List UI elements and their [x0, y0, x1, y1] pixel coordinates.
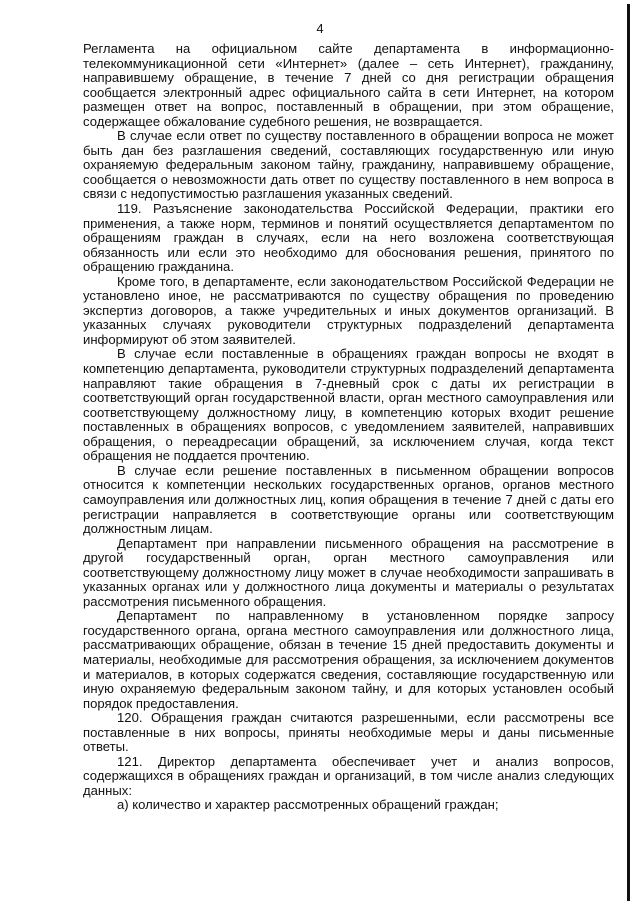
page-edge [627, 4, 630, 901]
paragraph-119: 119. Разъяснение законодательства Российской Федерации, практики его применения, а также норм, терминов и понятий осуществляется департаментом по обращениям граждан в случаях, если на него возложена соответствующая обязанность или если это необходимо для обоснования решения, принятого по обращению гражданина. [83, 201, 614, 275]
paragraph-continuation: Регламента на официальном сайте департамента в информационно-телекоммуникационной сети «Интернет» (далее – сеть Интернет), гражданину, направившему обращение, в течение 7 дней со дня регистрации обращения сообщается электронный адрес официального сайта в сети Интернет, на котором размещен ответ на вопрос, поставленный в обращении, при этом обращение, содержащее обжалование судебного решения, не возвращается. [83, 41, 614, 129]
paragraph-multiple-bodies: В случае если решение поставленных в письменном обращении вопросов относится к компетенции нескольких государственных органов, органов местного самоуправления или должностных лиц, копия обращения в течение 7 дней с даты его регистрации направляется в соответствующие органы или соответствующим должностным лицам. [83, 462, 614, 537]
paragraph-expertise: Кроме того, в департаменте, если законодательством Российской Федерации не установлено иное, не рассматриваются по существу обращения по проведению экспертиз договоров, а также учредительных и иных документов организаций. В указанных случаях руководители структурных подразделений департамента информируют об этом заявителей. [83, 273, 614, 347]
paragraph-request-documents: Департамент при направлении письменного обращения на рассмотрение в другой государственный орган, орган местного самоуправления или соответствующему должностному лицу может в случае необходимости запрашивать в указанных органах или у должностного лица документы и материалы о результатах рассмотрения письменного обращения. [83, 535, 614, 609]
document-body [83, 42, 614, 813]
paragraph-secret-info: В случае если ответ по существу поставленного в обращении вопроса не может быть дан без разглашения сведений, составляющих государственную или иную охраняемую федеральным законом тайну, гражданину, направившему обращение, сообщается о невозможности дать ответ по существу поставленного в нем вопроса в связи с недопустимостью разглашения указанных сведений. [83, 128, 614, 202]
paragraph-competence: В случае если поставленные в обращениях граждан вопросы не входят в компетенцию департамента, руководители структурных подразделений департамента направляют такие обращения в 7-дневный срок с даты их регистрации в соответствующий орган государственной власти, орган местного самоуправления или соответствующему должностному лицу, в компетенцию которых входит решение поставленных в обращениях вопросов, с уведомлением заявителей, направивших обращения, о переадресации обращений, за исключением случая, когда текст обращения не поддается прочтению. [83, 346, 614, 464]
paragraph-120: 120. Обращения граждан считаются разрешенными, если рассмотрены все поставленные в них вопросы, приняты необходимые меры и даны письменные ответы. [83, 710, 614, 755]
paragraph-provide-documents: Департамент по направленному в установленном порядке запросу государственного органа, органа местного самоуправления или должностного лица, рассматривающих обращение, обязан в течение 15 дней предоставить документы и материалы, необходимые для рассмотрения обращения, за исключением документов и материалов, в которых содержатся сведения, составляющие государственную или иную охраняемую федеральным законом тайну, и для которых установлен особый порядок предоставления. [83, 608, 614, 711]
paragraph-121: 121. Директор департамента обеспечивает учет и анализ вопросов, содержащихся в обращениях граждан и организаций, в том числе анализ следующих данных: [83, 753, 614, 798]
page-number: 4 [316, 21, 324, 36]
list-item-a: а) количество и характер рассмотренных обращений граждан; [117, 797, 499, 813]
